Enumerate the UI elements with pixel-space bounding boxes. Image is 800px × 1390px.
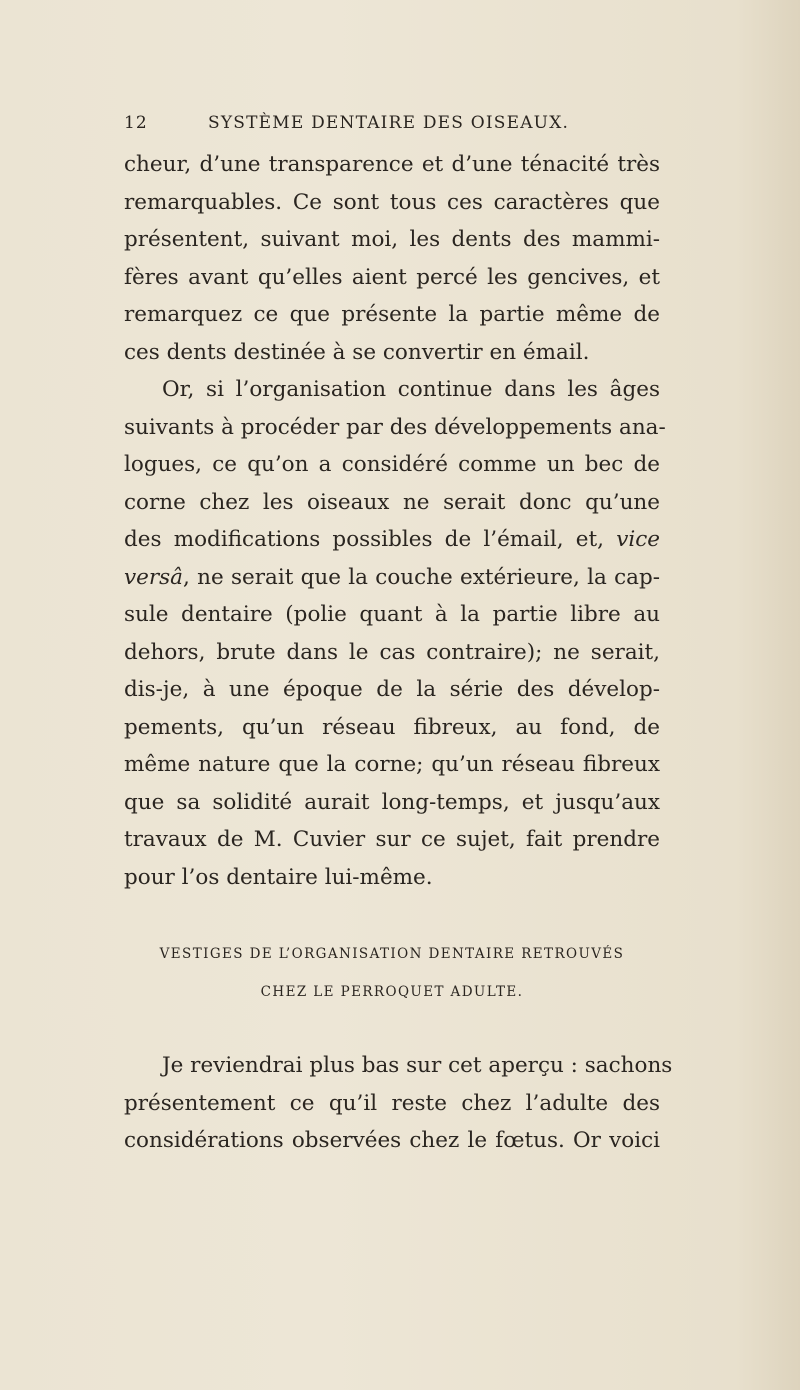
- text-line: dis-je, à une époque de la série des dévelop-: [124, 677, 660, 702]
- text-line: ces dents destinée à se convertir en émail.: [124, 339, 590, 365]
- italic-text: vice: [616, 527, 660, 552]
- text-line: remarquables. Ce sont tous ces caractères que: [124, 189, 660, 215]
- text-line: Je reviendrai plus bas sur cet aperçu : sachons: [162, 1053, 673, 1078]
- heading-line-2: CHEZ LE PERROQUET ADULTE.: [260, 984, 524, 1000]
- text-line: pements, qu’un réseau fibreux, au fond, de: [124, 714, 660, 740]
- page-header: [124, 113, 644, 135]
- text-line: Or, si l’organisation continue dans les âges: [162, 377, 660, 402]
- paragraph-3: [124, 1047, 673, 1160]
- text-line: cheur, d’une transparence et d’une ténacité très: [124, 152, 660, 177]
- text-line: pour l’os dentaire lui-même.: [124, 864, 433, 890]
- text-line: suivants à procéder par des développements ana-: [124, 414, 666, 440]
- section-heading: [124, 935, 660, 1011]
- text-run: , ne serait que la couche extérieure, la cap-: [183, 564, 660, 590]
- text-line: [124, 521, 660, 559]
- text-run: des modifications possibles de l’émail, et,: [124, 527, 617, 552]
- text-line: considérations observées chez le fœtus. Or voici: [124, 1128, 660, 1153]
- text-line: remarquez ce que présente la partie même de: [124, 302, 660, 327]
- italic-text: versâ: [124, 564, 183, 590]
- heading-line-1: VESTIGES DE L’ORGANISATION DENTAIRE RETROUVÉS: [159, 946, 625, 962]
- paragraph-1: [124, 146, 660, 371]
- paragraph-2: [124, 371, 666, 896]
- text-line: logues, ce qu’on a considéré comme un bec de: [124, 452, 660, 477]
- text-line: présentent, suivant moi, les dents des mammi-: [124, 227, 660, 252]
- page-number: 12: [124, 113, 148, 133]
- text-line: même nature que la corne; qu’un réseau fibreux: [124, 752, 660, 777]
- text-line: travaux de M. Cuvier sur ce sujet, fait prendre: [124, 827, 660, 852]
- text-line: dehors, brute dans le cas contraire); ne serait,: [124, 639, 660, 665]
- text-line: corne chez les oiseaux ne serait donc qu’une: [124, 489, 660, 515]
- text-line: présentement ce qu’il reste chez l’adulte des: [124, 1090, 660, 1116]
- text-line: que sa solidité aurait long-temps, et jusqu’aux: [124, 789, 660, 815]
- body-text: [124, 146, 666, 896]
- text-line: sule dentaire (polie quant à la partie libre au: [124, 602, 660, 627]
- running-title: SYSTÈME DENTAIRE DES OISEAUX.: [208, 113, 570, 133]
- text-line: fères avant qu’elles aient percé les gencives, et: [124, 264, 660, 290]
- text-line: [124, 559, 660, 597]
